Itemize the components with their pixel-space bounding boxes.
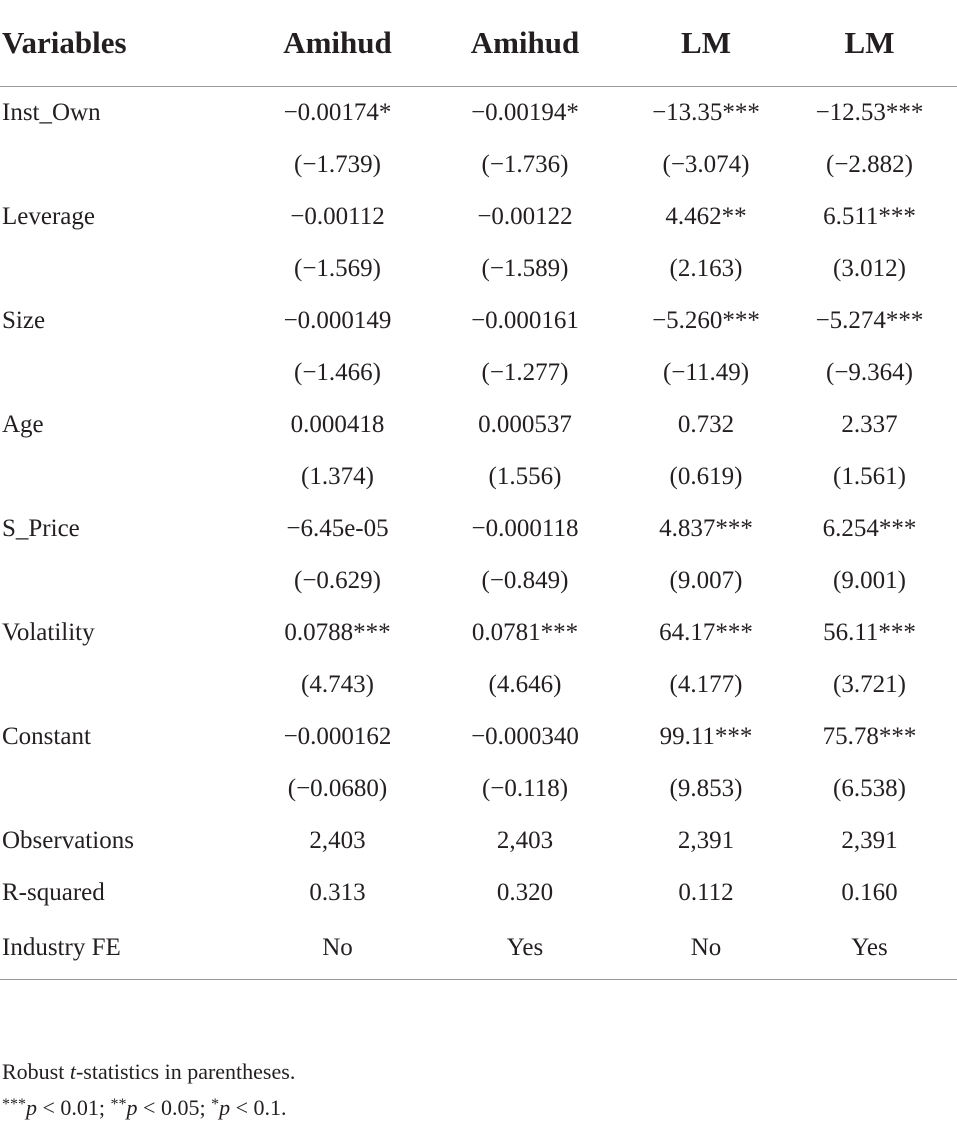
table-row	[0, 763, 957, 815]
row-label	[0, 347, 255, 399]
table-cell: (9.853)	[669, 775, 743, 802]
table-cell: 2,391	[677, 827, 735, 854]
table-body	[0, 87, 957, 980]
note-text: Robust	[2, 1059, 70, 1084]
note-p: p	[219, 1095, 231, 1120]
row-label	[0, 659, 255, 711]
table-cell: (−0.629)	[294, 567, 381, 594]
row-label	[0, 243, 255, 295]
table-cell: 0.000418	[290, 411, 385, 438]
row-label: Constant	[2, 723, 91, 750]
table-cell: −0.00194*	[471, 99, 579, 126]
table-row	[0, 347, 957, 399]
table-cell: 75.78***	[822, 723, 917, 750]
table-row	[0, 87, 957, 140]
table-cell: −0.000161	[471, 307, 579, 334]
table-row	[0, 399, 957, 451]
row-label: Age	[2, 411, 44, 438]
table-cell: (1.374)	[301, 463, 374, 490]
row-label: R-squared	[2, 879, 105, 906]
table-cell: 64.17***	[659, 619, 753, 646]
table-cell: Yes	[506, 933, 544, 961]
table-cell: (1.556)	[488, 463, 562, 490]
table-cell: −13.35***	[652, 99, 760, 126]
table-cell: (9.001)	[833, 567, 906, 594]
table-cell: (3.012)	[833, 255, 906, 282]
header-amihud-1: Amihud	[255, 0, 420, 87]
note-stars: ***	[2, 1096, 26, 1113]
table-row	[0, 711, 957, 763]
table-cell: −0.00174*	[283, 99, 392, 126]
table-cell: Yes	[851, 933, 888, 961]
table-cell: 2,403	[309, 827, 366, 854]
rule-cell	[0, 976, 255, 980]
table-cell: (1.561)	[833, 463, 906, 490]
note-robust-t	[2, 1055, 295, 1088]
table-row	[0, 191, 957, 243]
table-cell: (−1.739)	[294, 151, 381, 178]
note-p: p	[126, 1095, 138, 1120]
table-cell: −12.53***	[815, 99, 924, 126]
table-bottom-rule	[0, 976, 957, 980]
table-cell: (3.721)	[833, 671, 906, 698]
table-header	[0, 0, 957, 87]
table-cell: (−9.364)	[826, 359, 913, 386]
table-cell: (−11.49)	[662, 359, 750, 386]
rule-cell	[630, 976, 782, 980]
table-cell: (−1.466)	[294, 359, 381, 386]
header-row	[0, 0, 957, 87]
table-cell: 0.320	[496, 879, 554, 906]
table-cell: 0.112	[678, 879, 734, 906]
table-cell: −0.000149	[283, 307, 392, 334]
table-cell: No	[690, 933, 722, 961]
note-stars: **	[110, 1096, 127, 1113]
table-cell: 0.160	[841, 879, 898, 906]
row-label: Volatility	[2, 619, 95, 646]
table-row	[0, 451, 957, 503]
table-row	[0, 503, 957, 555]
table-cell: 2,391	[841, 827, 898, 854]
table-cell: (−1.736)	[481, 151, 569, 178]
row-label: S_Price	[2, 515, 80, 542]
table-cell: (9.007)	[669, 567, 743, 594]
table-row	[0, 139, 957, 191]
row-label	[0, 763, 255, 815]
table-cell: (−3.074)	[662, 151, 750, 178]
table-cell: (2.163)	[669, 255, 743, 282]
table-cell: 56.11***	[823, 619, 916, 646]
table-cell: (−1.569)	[294, 255, 381, 282]
table-cell: −0.000340	[471, 723, 579, 750]
table-cell: 2.337	[841, 411, 898, 438]
table-cell: 0.0781***	[471, 619, 579, 646]
table-row	[0, 815, 957, 867]
header-lm-1: LM	[630, 0, 782, 87]
table-row	[0, 919, 957, 976]
table-row	[0, 243, 957, 295]
table-cell: 0.000537	[478, 411, 572, 438]
header-lm-2: LM	[782, 0, 957, 87]
table-cell: (−1.589)	[481, 255, 569, 282]
table-cell: (−0.0680)	[287, 775, 388, 802]
rule-cell	[255, 976, 420, 980]
table-cell: −0.000118	[471, 515, 579, 542]
table-cell: 0.313	[309, 879, 366, 906]
table-cell: (−1.277)	[481, 359, 569, 386]
table-cell: 6.254***	[822, 515, 917, 542]
row-label: Leverage	[2, 203, 95, 230]
note-text: < 0.1.	[230, 1095, 287, 1120]
table-cell: 99.11***	[659, 723, 753, 750]
table-cell: −5.260***	[652, 307, 760, 334]
table-cell: (4.743)	[301, 671, 374, 698]
header-amihud-2: Amihud	[420, 0, 630, 87]
row-label: Industry FE	[2, 933, 121, 961]
table-row	[0, 607, 957, 659]
table-cell: (−2.882)	[826, 151, 913, 178]
table-cell: (−0.118)	[481, 775, 569, 802]
row-label	[0, 451, 255, 503]
table-cell: 2,403	[496, 827, 554, 854]
table-notes	[2, 1055, 295, 1124]
note-significance	[2, 1088, 295, 1124]
header-variables: Variables	[0, 0, 255, 87]
note-text: < 0.01;	[37, 1095, 111, 1120]
note-text: -statistics in parentheses.	[75, 1059, 296, 1084]
table-cell: (4.646)	[488, 671, 562, 698]
table-cell: (4.177)	[669, 671, 743, 698]
table-cell: 4.837***	[659, 515, 753, 542]
table-cell: −5.274***	[815, 307, 924, 334]
table-cell: (−0.849)	[481, 567, 569, 594]
table-cell: −0.00122	[477, 203, 573, 230]
table-row	[0, 295, 957, 347]
table-row	[0, 555, 957, 607]
table-cell: (0.619)	[669, 463, 743, 490]
row-label	[0, 139, 255, 191]
note-stars: *	[211, 1096, 220, 1113]
note-p: p	[26, 1095, 37, 1120]
table-cell: No	[322, 933, 353, 961]
row-label: Size	[2, 307, 46, 334]
rule-cell	[782, 976, 957, 980]
table-cell: 6.511***	[823, 203, 916, 230]
table-row	[0, 867, 957, 919]
note-t-italic: t	[69, 1059, 76, 1084]
row-label	[0, 555, 255, 607]
row-label: Inst_Own	[2, 99, 101, 126]
rule-cell	[420, 976, 630, 980]
table-cell: −6.45e-05	[286, 515, 389, 542]
table-cell: 0.732	[677, 411, 735, 438]
table-cell: 4.462**	[665, 203, 747, 230]
table-row	[0, 659, 957, 711]
table-cell: −0.00112	[290, 203, 385, 230]
table-cell: −0.000162	[283, 723, 392, 750]
table-cell: 0.0788***	[284, 619, 391, 646]
table-cell: (6.538)	[833, 775, 906, 802]
row-label: Observations	[2, 827, 134, 854]
note-text: < 0.05;	[137, 1095, 212, 1120]
